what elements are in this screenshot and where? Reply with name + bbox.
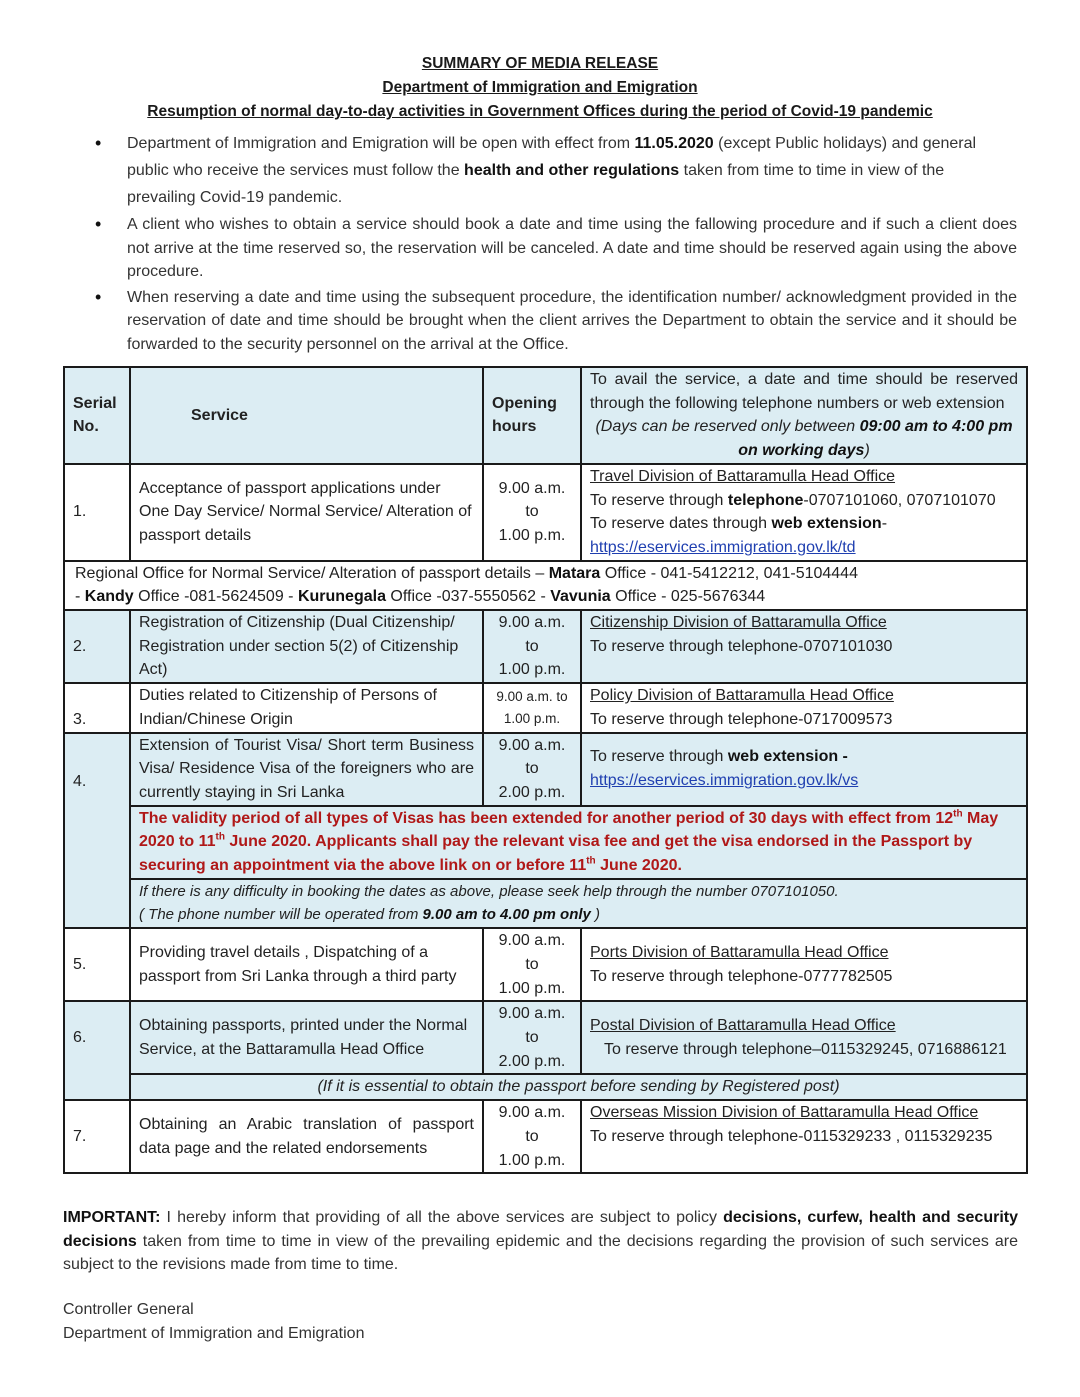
hours-cell: 9.00 a.m. to 1.00 p.m. xyxy=(483,1100,581,1173)
division-name: Ports Division of Battaramulla Head Office xyxy=(590,944,889,962)
document-title: SUMMARY OF MEDIA RELEASE xyxy=(421,55,659,72)
table-row xyxy=(64,1001,1027,1074)
hours-cell: 9.00 a.m. to 1.00 p.m. xyxy=(483,683,581,732)
reservation-cell: Ports Division of Battaramulla Head Office To reserve through telephone-0777782505 xyxy=(581,928,1027,1001)
service-cell: Obtaining an Arabic translation of passport data page and the related endorsements xyxy=(130,1100,483,1173)
table-row xyxy=(64,733,1027,806)
phone-numbers: -0707101060, 0707101070 xyxy=(803,491,996,509)
reservation-cell: Overseas Mission Division of Battaramulla Head Office To reserve through telephone-0115329233 , 0115329235 xyxy=(581,1100,1027,1173)
division-name: Travel Division of Battaramulla Head Office xyxy=(590,467,896,485)
serial-cell: 5. xyxy=(64,928,130,1001)
department-name: Department of Immigration and Emigration xyxy=(382,79,698,96)
postal-note-row xyxy=(64,1074,1027,1100)
notice-bullets xyxy=(0,130,1080,356)
bullet-booking: • A client who wishes to obtain a service should book a date and time using the fallowing procedure and if such a client does not arrive at the time reserved so, the reservation will be canceled. A date and time should be reserved again using the above procedure. xyxy=(127,213,1017,284)
service-cell: Obtaining passports, printed under the Normal Service, at the Battaramulla Head Office xyxy=(130,1001,483,1074)
reservation-cell: Travel Division of Battaramulla Head Office To reserve through telephone-0707101060, 0707101070 To reserve dates through web extension- https://eservices.immigration.gov.lk/td xyxy=(581,464,1027,561)
help-line-row xyxy=(64,879,1027,928)
reservation-cell: To reserve through web extension - https://eservices.immigration.gov.lk/vs xyxy=(581,733,1027,806)
visa-validity-notice: The validity period of all types of Visas has been extended for another period of 30 days with effect from 12th May 2020 to 11th June 2020. Applicants shall pay the relevant visa fee and get the visa endorsed in the Passport by securing an appointment via the above link on or before 11th June 2020. xyxy=(130,806,1027,879)
service-cell: Acceptance of passport applications under One Day Service/ Normal Service/ Alteration of passport details xyxy=(130,464,483,561)
important-label: IMPORTANT: xyxy=(63,1209,161,1226)
reservation-cell: Postal Division of Battaramulla Head Office To reserve through telephone–0115329245, 0716886121 xyxy=(581,1001,1027,1074)
division-name: Overseas Mission Division of Battaramulla Head Office xyxy=(590,1104,979,1122)
serial-cell: 2. xyxy=(64,610,130,683)
header-serial: Serial No. xyxy=(64,367,130,464)
important-notice: IMPORTANT: I hereby inform that providing of all the above services are subject to policy decisions, curfew, health and security decisions taken from time to time in view of the prevailing epidemic and the decisions regarding the provision of such services are subject to the revisions made from time to time. xyxy=(63,1209,1018,1274)
office-kurunegala: Kurunegala xyxy=(297,588,386,606)
document-header xyxy=(0,0,1080,124)
serial-cell: 3. xyxy=(64,683,130,732)
office-matara: Matara xyxy=(548,564,601,582)
office-vavunia: Vavunia xyxy=(550,588,611,606)
service-cell: Registration of Citizenship (Dual Citizenship/ Registration under section 5(2) of Citizenship Act) xyxy=(130,610,483,683)
signature-block xyxy=(63,1298,364,1346)
document-subject: Resumption of normal day-to-day activities in Government Offices during the period of Covid-19 pandemic xyxy=(147,103,933,120)
registered-post-note: (If it is essential to obtain the passport before sending by Registered post) xyxy=(130,1074,1027,1100)
table-row xyxy=(64,610,1027,683)
header-reservation: To avail the service, a date and time should be reserved through the following telephone numbers or web extension (Days can be reserved only between 09:00 am to 4:00 pm on working days) xyxy=(581,367,1027,464)
office-kandy: Kandy xyxy=(84,588,134,606)
table-row xyxy=(64,683,1027,732)
regional-offices-row xyxy=(64,561,1027,610)
serial-cell: 1. xyxy=(64,464,130,561)
hours-cell: 9.00 a.m. to 1.00 p.m. xyxy=(483,610,581,683)
regional-offices-cell: Regional Office for Normal Service/ Alteration of passport details – Matara Office - 041-5412212, 041-5104444 - Kandy Office -081-5624509 - Kurunegala Office -037-5550562 - Vavunia Office - 025-5676344 xyxy=(64,561,1027,610)
reservation-cell: Policy Division of Battaramulla Head Office To reserve through telephone-0717009573 xyxy=(581,683,1027,732)
visa-extension-link[interactable]: https://eservices.immigration.gov.lk/vs xyxy=(590,772,859,790)
service-cell: Duties related to Citizenship of Persons of Indian/Chinese Origin xyxy=(130,683,483,732)
division-name: Postal Division of Battaramulla Head Office xyxy=(590,1017,896,1035)
hours-cell: 9.00 a.m. to 2.00 p.m. xyxy=(483,1001,581,1074)
reservation-hours-note: (Days can be reserved only between 09:00 am to 4:00 pm on working days) xyxy=(595,418,1013,460)
table-row xyxy=(64,928,1027,1001)
service-cell: Providing travel details , Dispatching of a passport from Sri Lanka through a third party xyxy=(130,928,483,1001)
help-line-note: If there is any difficulty in booking the dates as above, please seek help through the number 0707101050. ( The phone number will be operated from 9.00 am to 4.00 pm only ) xyxy=(130,879,1027,928)
opening-date: 11.05.2020 xyxy=(634,135,714,152)
visa-notice-row xyxy=(64,806,1027,879)
serial-cell: 6. xyxy=(64,1001,130,1100)
division-name: Citizenship Division of Battaramulla Office xyxy=(590,614,887,632)
travel-division-link[interactable]: https://eservices.immigration.gov.lk/td xyxy=(590,538,856,556)
signatory-department: Department of Immigration and Emigration xyxy=(63,1325,365,1342)
table-row xyxy=(64,1100,1027,1173)
bullet-identification: • When reserving a date and time using the subsequent procedure, the identification number/ acknowledgment provided in the reservation of date and time should be brought when the client arrives the Department to obtain the service and it should be forwarded to the security personnel on the arrival at the Office. xyxy=(127,286,1017,357)
service-cell: Extension of Tourist Visa/ Short term Business Visa/ Residence Visa of the foreigners who are currently staying in Sri Lanka xyxy=(130,733,483,806)
services-table xyxy=(63,366,1028,1174)
header-service: Service xyxy=(130,367,483,464)
table-row xyxy=(64,464,1027,561)
serial-cell: 4. xyxy=(64,733,130,929)
table-header-row xyxy=(64,367,1027,464)
hours-cell: 9.00 a.m. to 2.00 p.m. xyxy=(483,733,581,806)
serial-cell: 7. xyxy=(64,1100,130,1173)
bullet-opening-date: • Department of Immigration and Emigration will be open with effect from 11.05.2020 (except Public holidays) and general public who receive the services must follow the health and other regulations taken from time to time in view of the prevailing Covid-19 pandemic. xyxy=(127,130,1017,211)
header-hours: Opening hours xyxy=(483,367,581,464)
division-name: Policy Division of Battaramulla Head Office xyxy=(590,687,894,705)
reservation-cell: Citizenship Division of Battaramulla Office To reserve through telephone-0707101030 xyxy=(581,610,1027,683)
hours-cell: 9.00 a.m. to 1.00 p.m. xyxy=(483,928,581,1001)
hours-cell: 9.00 a.m. to 1.00 p.m. xyxy=(483,464,581,561)
signatory-title: Controller General xyxy=(63,1301,194,1318)
